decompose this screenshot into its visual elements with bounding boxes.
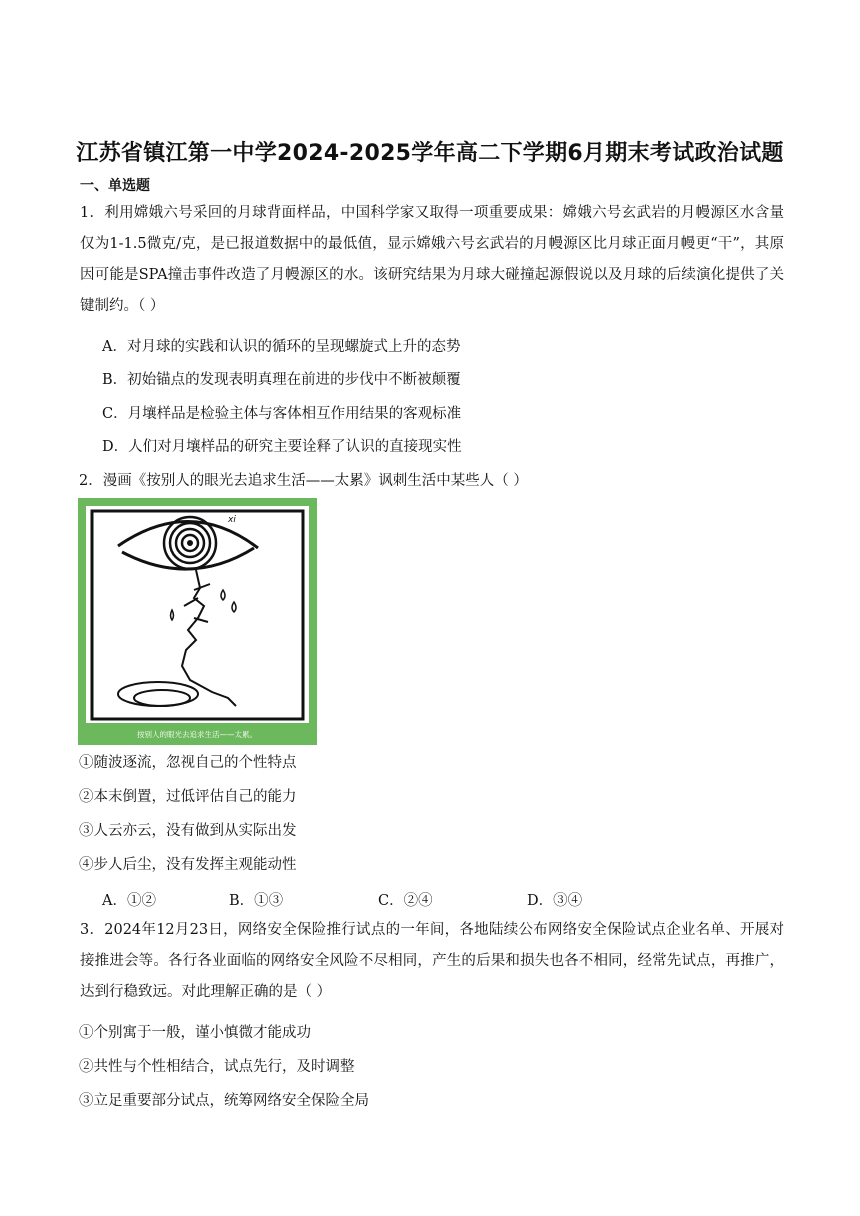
- question-3-statement-3: ③立足重要部分试点，统筹网络安全保险全局: [79, 1093, 369, 1109]
- question-1-option-b: B．初始锚点的发现表明真理在前进的步伐中不断被颠覆: [102, 372, 461, 388]
- cartoon-signature: xi: [228, 515, 236, 525]
- question-2-choice-a: A．①②: [102, 893, 156, 909]
- question-3-stem: 3．2024年12月23日，网络安全保险推行试点的一年间，各地陆续公布网络安全保险试点企业名单、开展对接推进会等。各行各业面临的网络安全风险不尽相同，产生的后果和损失也各不相同，经常先试点，再推广，达到行稳致远。对此理解正确的是（ ）: [80, 922, 784, 1000]
- cartoon-caption: 按别人的眼光去追求生活——太累。: [137, 730, 257, 739]
- question-2-statement-3: ③人云亦云，没有做到从实际出发: [79, 823, 297, 839]
- question-3-statement-2: ②共性与个性相结合，试点先行，及时调整: [79, 1059, 355, 1075]
- question-2-statement-4: ④步人后尘，没有发挥主观能动性: [79, 857, 297, 873]
- question-2-choice-c: C．②④: [378, 893, 433, 909]
- question-3-statement-1: ①个别寓于一般，谨小慎微才能成功: [79, 1025, 311, 1041]
- question-2-choice-b: B．①③: [229, 893, 284, 909]
- question-1-stem: 1．利用嫦娥六号采回的月球背面样品，中国科学家又取得一项重要成果：嫦娥六号玄武岩的月幔源区水含量仅为1-1.5微克/克，是已报道数据中的最低值，显示嫦娥六号玄武岩的月幔源区比月球正面月幔更“干”，其原因可能是SPA撞击事件改造了月幔源区的水。该研究结果为月球大碰撞起源假说以及月球的后续演化提供了关键制约。（ ）: [80, 205, 784, 314]
- question-2-statement-2: ②本末倒置，过低评估自己的能力: [79, 789, 297, 805]
- cartoon-image: [78, 498, 317, 745]
- question-2-stem: 2．漫画《按别人的眼光去追求生活——太累》讽刺生活中某些人（ ）: [79, 473, 528, 489]
- question-1-option-a: A．对月球的实践和认识的循环的呈现螺旋式上升的态势: [102, 339, 461, 355]
- question-1-option-d: D．人们对月壤样品的研究主要诠释了认识的直接现实性: [102, 439, 462, 455]
- question-2-choice-d: D．③④: [527, 893, 583, 909]
- question-1-option-c: C．月壤样品是检验主体与客体相互作用结果的客观标准: [102, 406, 462, 422]
- section-heading: 一、单选题: [80, 178, 150, 194]
- question-2-statement-1: ①随波逐流，忽视自己的个性特点: [79, 755, 297, 771]
- page-title: 江苏省镇江第一中学2024-2025学年高二下学期6月期末考试政治试题: [76, 141, 784, 166]
